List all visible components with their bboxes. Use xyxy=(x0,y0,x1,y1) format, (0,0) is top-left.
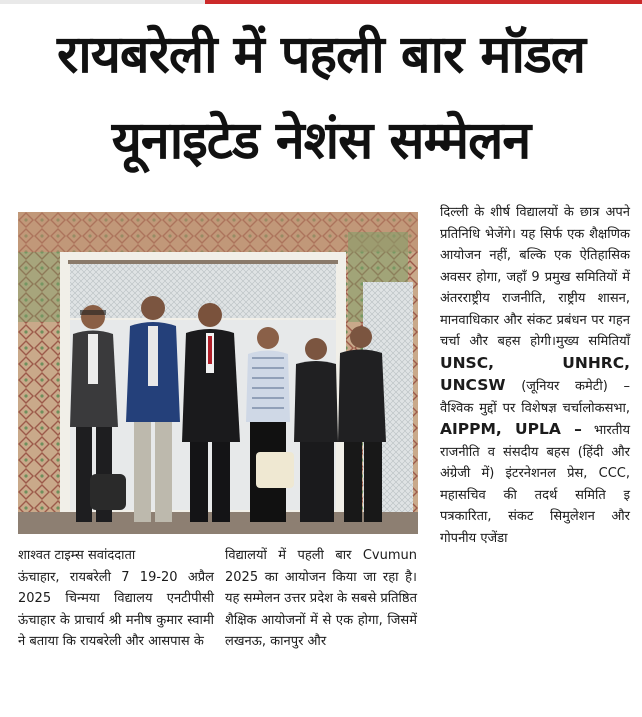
article-column-left xyxy=(18,545,214,653)
byline: शाश्वत टाइम्स सवांददाता xyxy=(18,548,136,563)
headline-line-1: रायबरेली में पहली बार मॉडल xyxy=(56,25,586,85)
committee-list-1: UNSC, UNHRC, UNCSW xyxy=(440,353,630,394)
article-column-right xyxy=(440,202,630,549)
article-column-middle xyxy=(225,545,417,653)
article-text-middle: विद्यालयों में पहली बार Cvumun 2025 का आयोजन किया जा रहा है। यह सम्मेलन उत्तर प्रदेश के सबसे प्रतिष्ठित शैक्षिक आयोजनों में से एक होगा, जिसमें लखनऊ, कानपुर और xyxy=(225,548,417,649)
group-photo xyxy=(18,212,418,534)
article-text-left: ऊंचाहार, रायबरेली 7 19-20 अप्रैल 2025 चिन्मया विद्यालय एनटीपीसी ऊंचाहार के प्राचार्य श्री मनीष कुमार स्वामी ने बताया कि रायबरेली और आसपास के xyxy=(18,569,214,649)
article-text-right-2: (जूनियर कमेटी) – वैश्विक मुद्दों पर विशेषज्ञ चर्चालोकसभा, xyxy=(440,379,630,416)
top-rule xyxy=(0,0,642,4)
article-text-right-3: भारतीय राजनीति व संसदीय बहस (हिंदी और अंग्रेजी में) इंटरनेशनल प्रेस, CCC, महासचिव की तदर्थ समिति इ पत्रकारिता, संकट सिमुलेशन और गोपनीय एजेंडा xyxy=(440,423,630,546)
committee-list-2: AIPPM, UPLA – xyxy=(440,420,582,438)
article-text-right-1: दिल्ली के शीर्ष विद्यालयों के छात्र अपने प्रतिनिधि भेजेंगे। यह सिर्फ एक शैक्षणिक आयोजन नहीं, बल्कि एक ऐतिहासिक अवसर होगा, जहाँ 9 प्रमुख समितियों में अंतरराष्ट्रीय राजनीति, राष्ट्रीय शासन, मानवाधिकार और संकट प्रबंधन पर गहन चर्चा और बहस होगी।मुख्य समितियाँ xyxy=(440,205,630,349)
headline-line-2: यूनाइटेड नेशंस सम्मेलन xyxy=(111,111,531,171)
